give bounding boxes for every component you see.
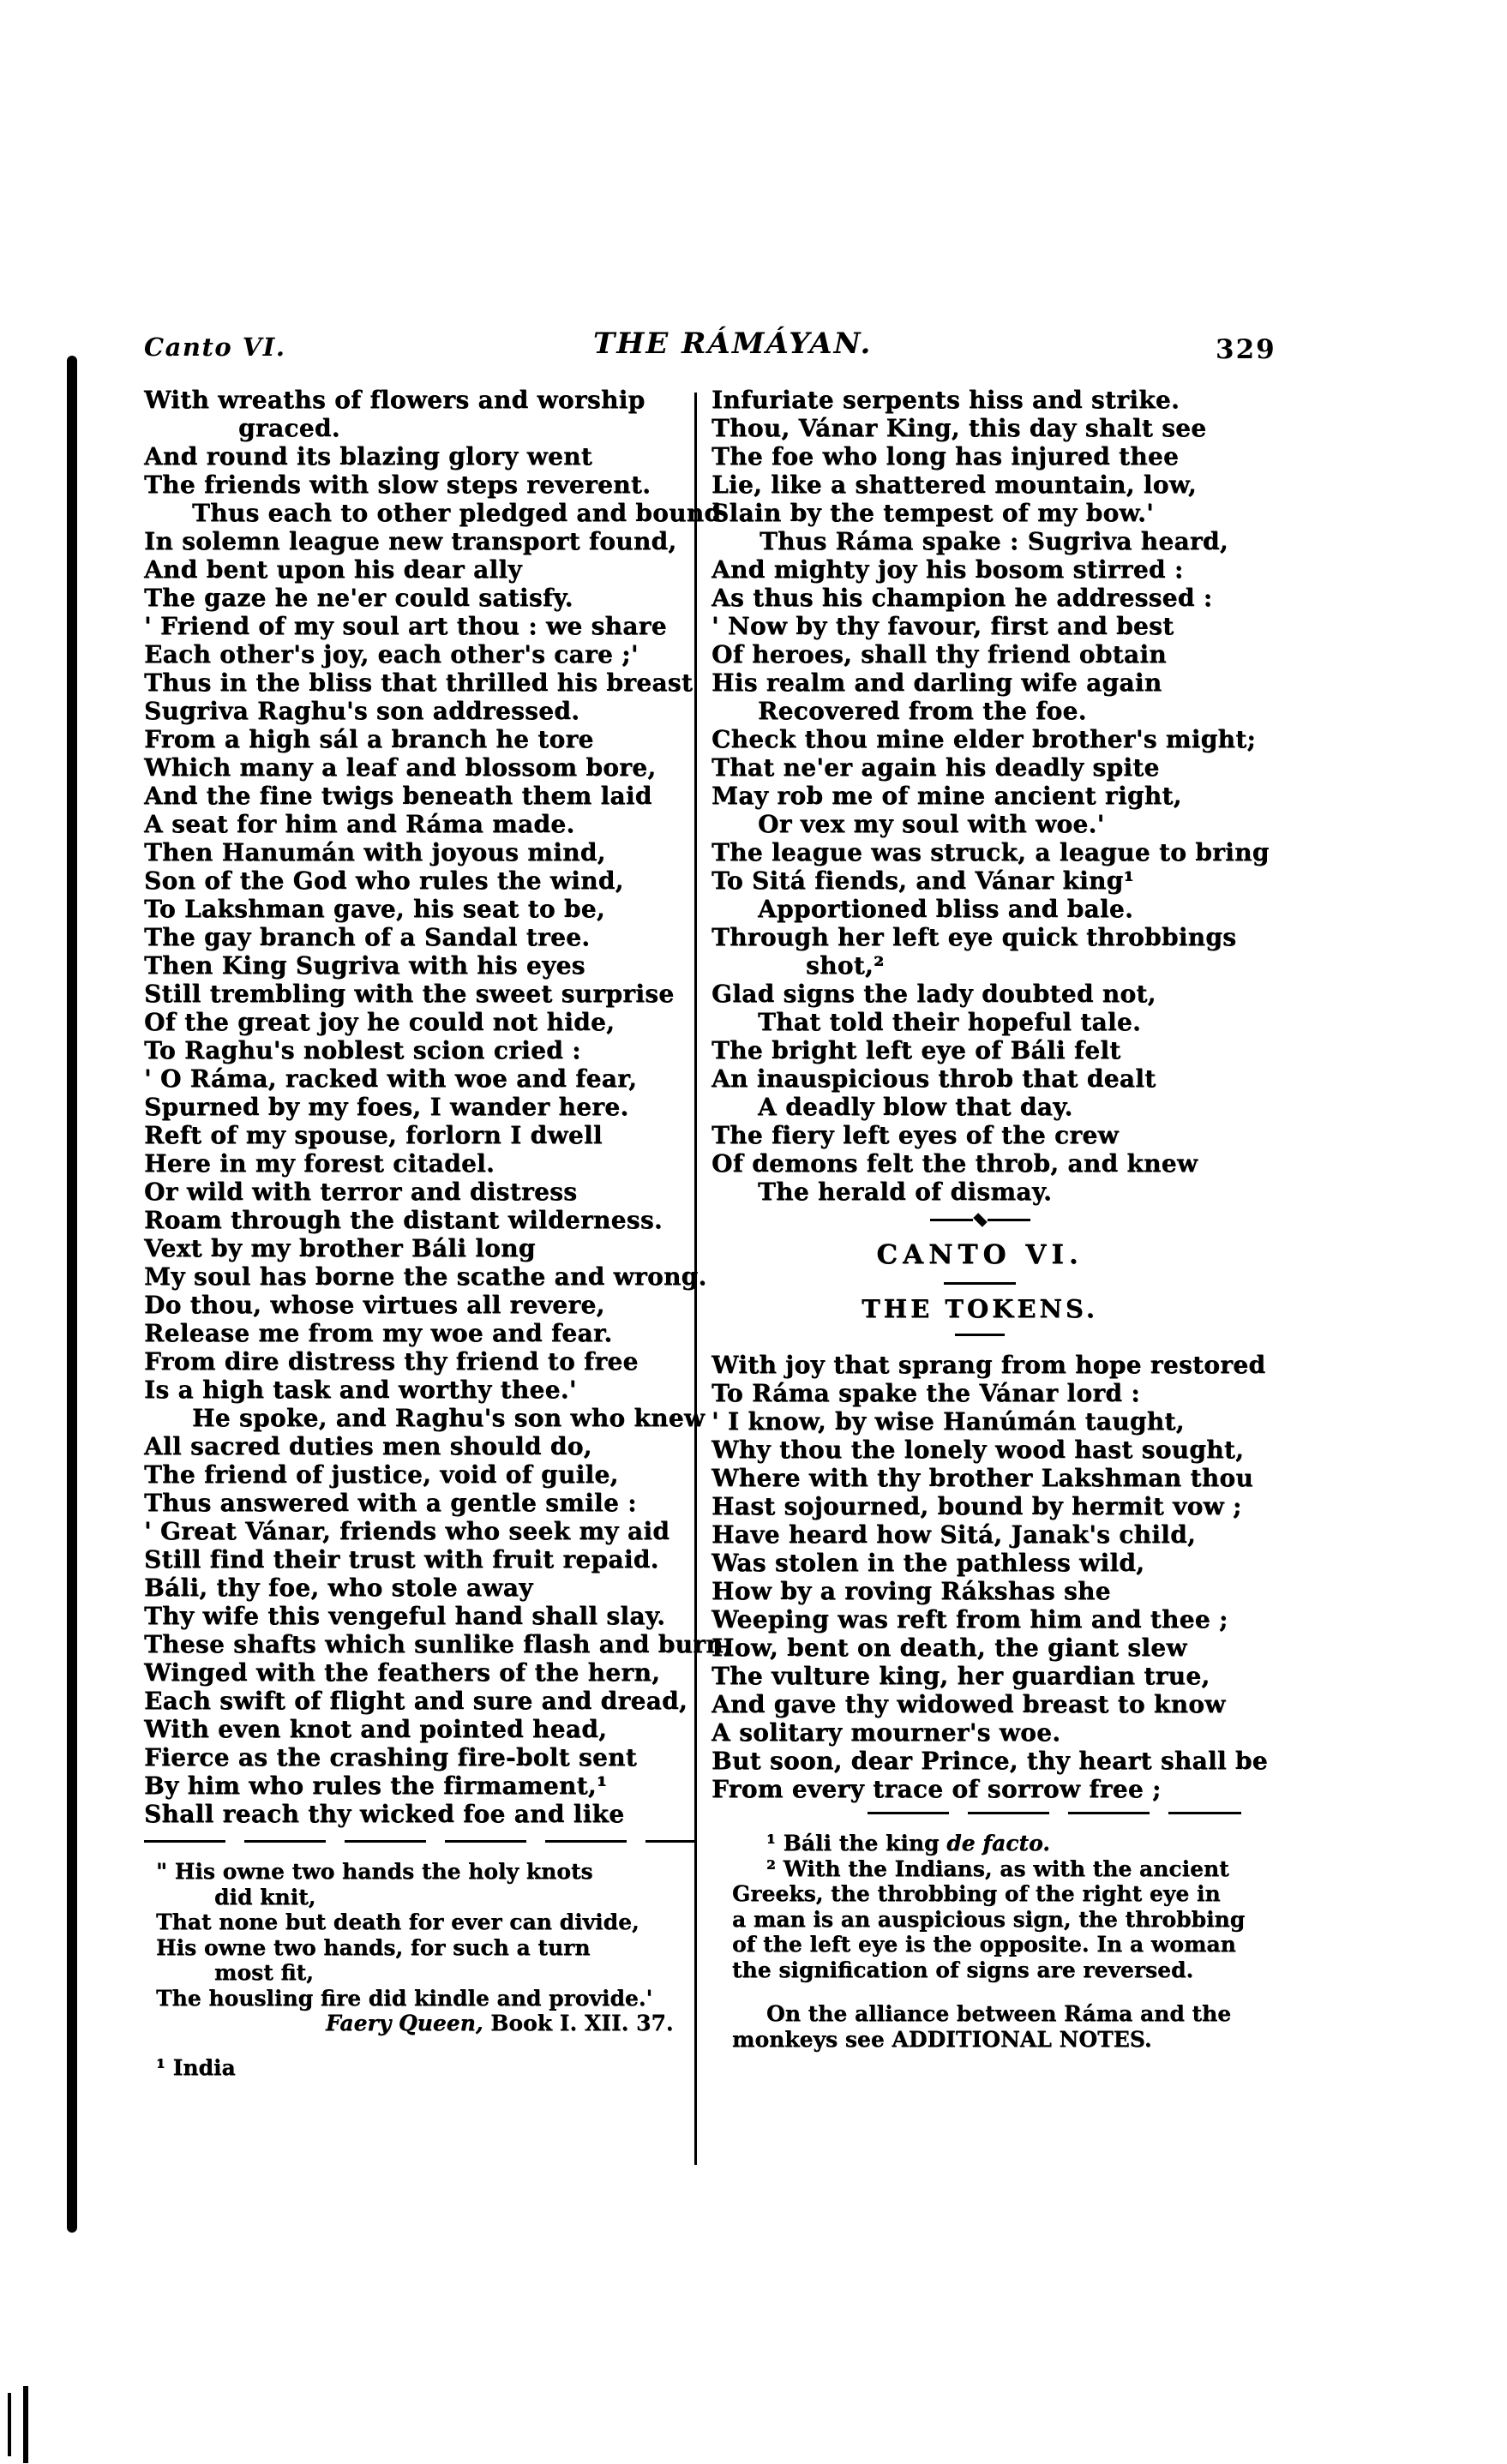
verse-line: ' Now by thy favour, first and best <box>711 612 1174 640</box>
verse-line: As thus his champion he addressed : <box>711 584 1213 612</box>
verse-line: The foe who long has injured thee <box>711 442 1180 471</box>
verse-line: Of demons felt the throb, and knew <box>711 1149 1198 1178</box>
verse-line: Hast sojourned, bound by hermit vow ; <box>711 1492 1242 1520</box>
footnote-line: " His owne two hands the holy knots <box>156 1859 593 1884</box>
verse-line: An inauspicious throb that dealt <box>711 1064 1156 1093</box>
verse-line: shot,² <box>806 951 885 980</box>
verse-line: Apportioned bliss and bale. <box>758 895 1134 923</box>
verse-line: ' O Ráma, racked with woe and fear, <box>144 1064 638 1093</box>
verse-line: All sacred duties men should do, <box>144 1432 592 1460</box>
verse-line: The bright left eye of Báli felt <box>711 1036 1121 1064</box>
verse-line: Thy wife this vengeful hand shall slay. <box>144 1602 666 1630</box>
footnote-line: ¹ Báli the king de facto. <box>766 1831 1050 1855</box>
right-verse-block-2 <box>711 1351 1268 1803</box>
verse-line: He spoke, and Raghu's son who knew <box>192 1404 705 1432</box>
verse-line: Thus answered with a gentle smile : <box>144 1489 637 1517</box>
footnote-line: On the alliance between Ráma and the <box>766 2001 1232 2026</box>
footnote-rule-right <box>868 1812 1241 1814</box>
divider-line-right <box>988 1219 1030 1221</box>
verse-line: Then King Sugriva with his eyes <box>144 951 585 980</box>
verse-line: Shall reach thy wicked foe and like <box>144 1800 625 1828</box>
verse-line: Or wild with terror and distress <box>144 1178 578 1206</box>
verse-line: Have heard how Sitá, Janak's child, <box>711 1520 1197 1549</box>
verse-line: Or vex my soul with woe.' <box>758 810 1105 838</box>
verse-line: The vulture king, her guardian true, <box>711 1662 1210 1690</box>
verse-line: Still trembling with the sweet surprise <box>144 980 675 1008</box>
verse-line: ' Friend of my soul art thou : we share <box>144 612 667 640</box>
canto-heading-rule <box>944 1282 1016 1285</box>
verse-line: Each swift of flight and sure and dread, <box>144 1687 687 1715</box>
verse-line: How by a roving Rákshas she <box>711 1577 1111 1605</box>
verse-line: And bent upon his dear ally <box>144 555 522 584</box>
footnote-line: Faery Queen, Book I. XII. 37. <box>326 2011 674 2035</box>
verse-line: By him who rules the firmament,¹ <box>144 1772 608 1800</box>
verse-line: With wreaths of flowers and worship <box>144 386 645 414</box>
footnote-line: most fit, <box>214 1960 314 1985</box>
verse-line: A deadly blow that day. <box>758 1093 1073 1121</box>
verse-line: Thou, Vánar King, this day shalt see <box>711 414 1207 442</box>
footnote-line: ² With the Indians, as with the ancient <box>766 1855 1229 1881</box>
verse-line: The league was struck, a league to bring <box>711 838 1270 866</box>
footnote-line: did knit, <box>214 1884 316 1909</box>
text-columns <box>144 386 1270 2080</box>
footnote-line: a man is an auspicious sign, the throbbing <box>732 1906 1246 1932</box>
scan-mark-bottom-left-2 <box>23 2386 28 2463</box>
verse-line: ' Great Vánar, friends who seek my aid <box>144 1517 670 1545</box>
verse-line: From every trace of sorrow free ; <box>711 1775 1162 1803</box>
verse-line: With even knot and pointed head, <box>144 1715 608 1743</box>
verse-line: Recovered from the foe. <box>758 697 1087 725</box>
left-column <box>144 386 732 2080</box>
verse-line: His realm and darling wife again <box>711 668 1162 697</box>
verse-line: Glad signs the lady doubted not, <box>711 980 1156 1008</box>
verse-line: Fierce as the crashing fire-bolt sent <box>144 1743 637 1772</box>
verse-line: That ne'er again his deadly spite <box>711 753 1160 782</box>
verse-line: A seat for him and Ráma made. <box>144 810 575 838</box>
verse-line: The friend of justice, void of guile, <box>144 1460 619 1489</box>
verse-line: Where with thy brother Lakshman thou <box>711 1464 1253 1492</box>
verse-line: My soul has borne the scathe and wrong. <box>144 1262 707 1291</box>
verse-line: And round its blazing glory went <box>144 442 593 471</box>
footnote-line: monkeys see ADDITIONAL NOTES. <box>732 2026 1152 2052</box>
scan-left-border <box>67 356 77 2233</box>
verse-line: And mighty joy his bosom stirred : <box>711 555 1184 584</box>
tokens-heading-rule <box>955 1334 1005 1336</box>
footnotes-right <box>732 1831 1248 2052</box>
verse-line: The gay branch of a Sandal tree. <box>144 923 591 951</box>
scan-mark-bottom-left-1 <box>8 2393 11 2456</box>
divider-line-left <box>930 1219 973 1221</box>
footnote-line: the signification of signs are reversed. <box>732 1957 1194 1982</box>
verse-line: Check thou mine elder brother's might; <box>711 725 1257 753</box>
verse-line: Which many a leaf and blossom bore, <box>144 753 657 782</box>
verse-line: Lie, like a shattered mountain, low, <box>711 471 1197 499</box>
verse-line: These shafts which sunlike flash and burn, <box>144 1630 732 1658</box>
verse-line: Through her left eye quick throbbings <box>711 923 1237 951</box>
verse-line: Of the great joy he could not hide, <box>144 1008 615 1036</box>
verse-line: ' I know, by wise Hanúmán taught, <box>711 1407 1185 1436</box>
right-verse-block-1 <box>711 386 1270 1206</box>
verse-line: The friends with slow steps reverent. <box>144 471 651 499</box>
verse-line: Spurned by my foes, I wander here. <box>144 1093 629 1121</box>
footnote-rule-left <box>144 1840 696 1843</box>
verse-line: Vext by my brother Báli long <box>144 1234 536 1262</box>
verse-line: From a high sál a branch he tore <box>144 725 594 753</box>
verse-line: Why thou the lonely wood hast sought, <box>711 1436 1245 1464</box>
verse-line: The herald of dismay. <box>758 1178 1053 1206</box>
verse-line: graced. <box>238 414 340 442</box>
verse-line: With joy that sprang from hope restored <box>711 1351 1266 1379</box>
verse-line: Winged with the feathers of the hern, <box>144 1658 661 1687</box>
verse-line: A solitary mourner's woe. <box>711 1718 1061 1747</box>
verse-line: And the fine twigs beneath them laid <box>144 782 652 810</box>
canto-heading: CANTO VI. <box>876 1239 1084 1270</box>
verse-line: To Lakshman gave, his seat to be, <box>144 895 605 923</box>
verse-line: To Raghu's noblest scion cried : <box>144 1036 581 1064</box>
verse-line: And gave thy widowed breast to know <box>711 1690 1226 1718</box>
verse-line: In solemn league new transport found, <box>144 527 677 555</box>
verse-line: Then Hanumán with joyous mind, <box>144 838 606 866</box>
verse-line: From dire distress thy friend to free <box>144 1347 639 1376</box>
tokens-heading: THE TOKENS. <box>862 1294 1098 1323</box>
verse-line: Release me from my woe and fear. <box>144 1319 613 1347</box>
verse-line: To Ráma spake the Vánar lord : <box>711 1379 1140 1407</box>
footnotes-left <box>156 1859 693 2080</box>
footnote-line: Greeks, the throbbing of the right eye in <box>732 1881 1221 1906</box>
page-title: THE RÁMÁYAN. <box>593 327 873 361</box>
footnote-line: ¹ India <box>156 2054 236 2080</box>
verse-line: Is a high task and worthy thee.' <box>144 1376 577 1404</box>
verse-line: Roam through the distant wilderness. <box>144 1206 663 1234</box>
verse-line: Báli, thy foe, who stole away <box>144 1574 533 1602</box>
verse-line: The fiery left eyes of the crew <box>711 1121 1119 1149</box>
verse-line: Still find their trust with fruit repaid. <box>144 1545 659 1574</box>
verse-line: To Sitá fiends, and Vánar king¹ <box>711 866 1135 895</box>
verse-line: Thus Ráma spake : Sugriva heard, <box>760 527 1228 555</box>
divider-diamond-icon <box>973 1213 987 1226</box>
verse-line: Here in my forest citadel. <box>144 1149 495 1178</box>
verse-line: Do thou, whose virtues all revere, <box>144 1291 605 1319</box>
section-divider-ornament <box>711 1213 1248 1226</box>
verse-line: Reft of my spouse, forlorn I dwell <box>144 1121 603 1149</box>
footnote-line: That none but death for ever can divide, <box>156 1909 639 1934</box>
verse-line: The gaze he ne'er could satisfy. <box>144 584 573 612</box>
footnote-line: His owne two hands, for such a turn <box>156 1934 591 1960</box>
verse-line: Weeping was reft from him and thee ; <box>711 1605 1228 1634</box>
verse-line: Was stolen in the pathless wild, <box>711 1549 1145 1577</box>
verse-line: Sugriva Raghu's son addressed. <box>144 697 580 725</box>
verse-line: That told their hopeful tale. <box>758 1008 1142 1036</box>
verse-line: But soon, dear Prince, thy heart shall be <box>711 1747 1268 1775</box>
footnote-line: of the left eye is the opposite. In a woman <box>732 1932 1236 1957</box>
verse-line: Son of the God who rules the wind, <box>144 866 624 895</box>
verse-line: Infuriate serpents hiss and strike. <box>711 386 1180 414</box>
page-number: 329 <box>1216 334 1276 365</box>
verse-line: Slain by the tempest of my bow.' <box>711 499 1154 527</box>
verse-line: How, bent on death, the giant slew <box>711 1634 1187 1662</box>
right-column <box>711 386 1270 2052</box>
verse-line: Each other's joy, each other's care ;' <box>144 640 639 668</box>
verse-line: Thus in the bliss that thrilled his breast <box>144 668 693 697</box>
left-verse-block <box>144 386 732 1828</box>
verse-line: May rob me of mine ancient right, <box>711 782 1182 810</box>
verse-line: Of heroes, shall thy friend obtain <box>711 640 1167 668</box>
header-canto-label: Canto VI. <box>144 333 286 362</box>
verse-line: Thus each to other pledged and bound <box>192 499 722 527</box>
footnote-line: The housling fire did kindle and provide.' <box>156 1985 653 2011</box>
